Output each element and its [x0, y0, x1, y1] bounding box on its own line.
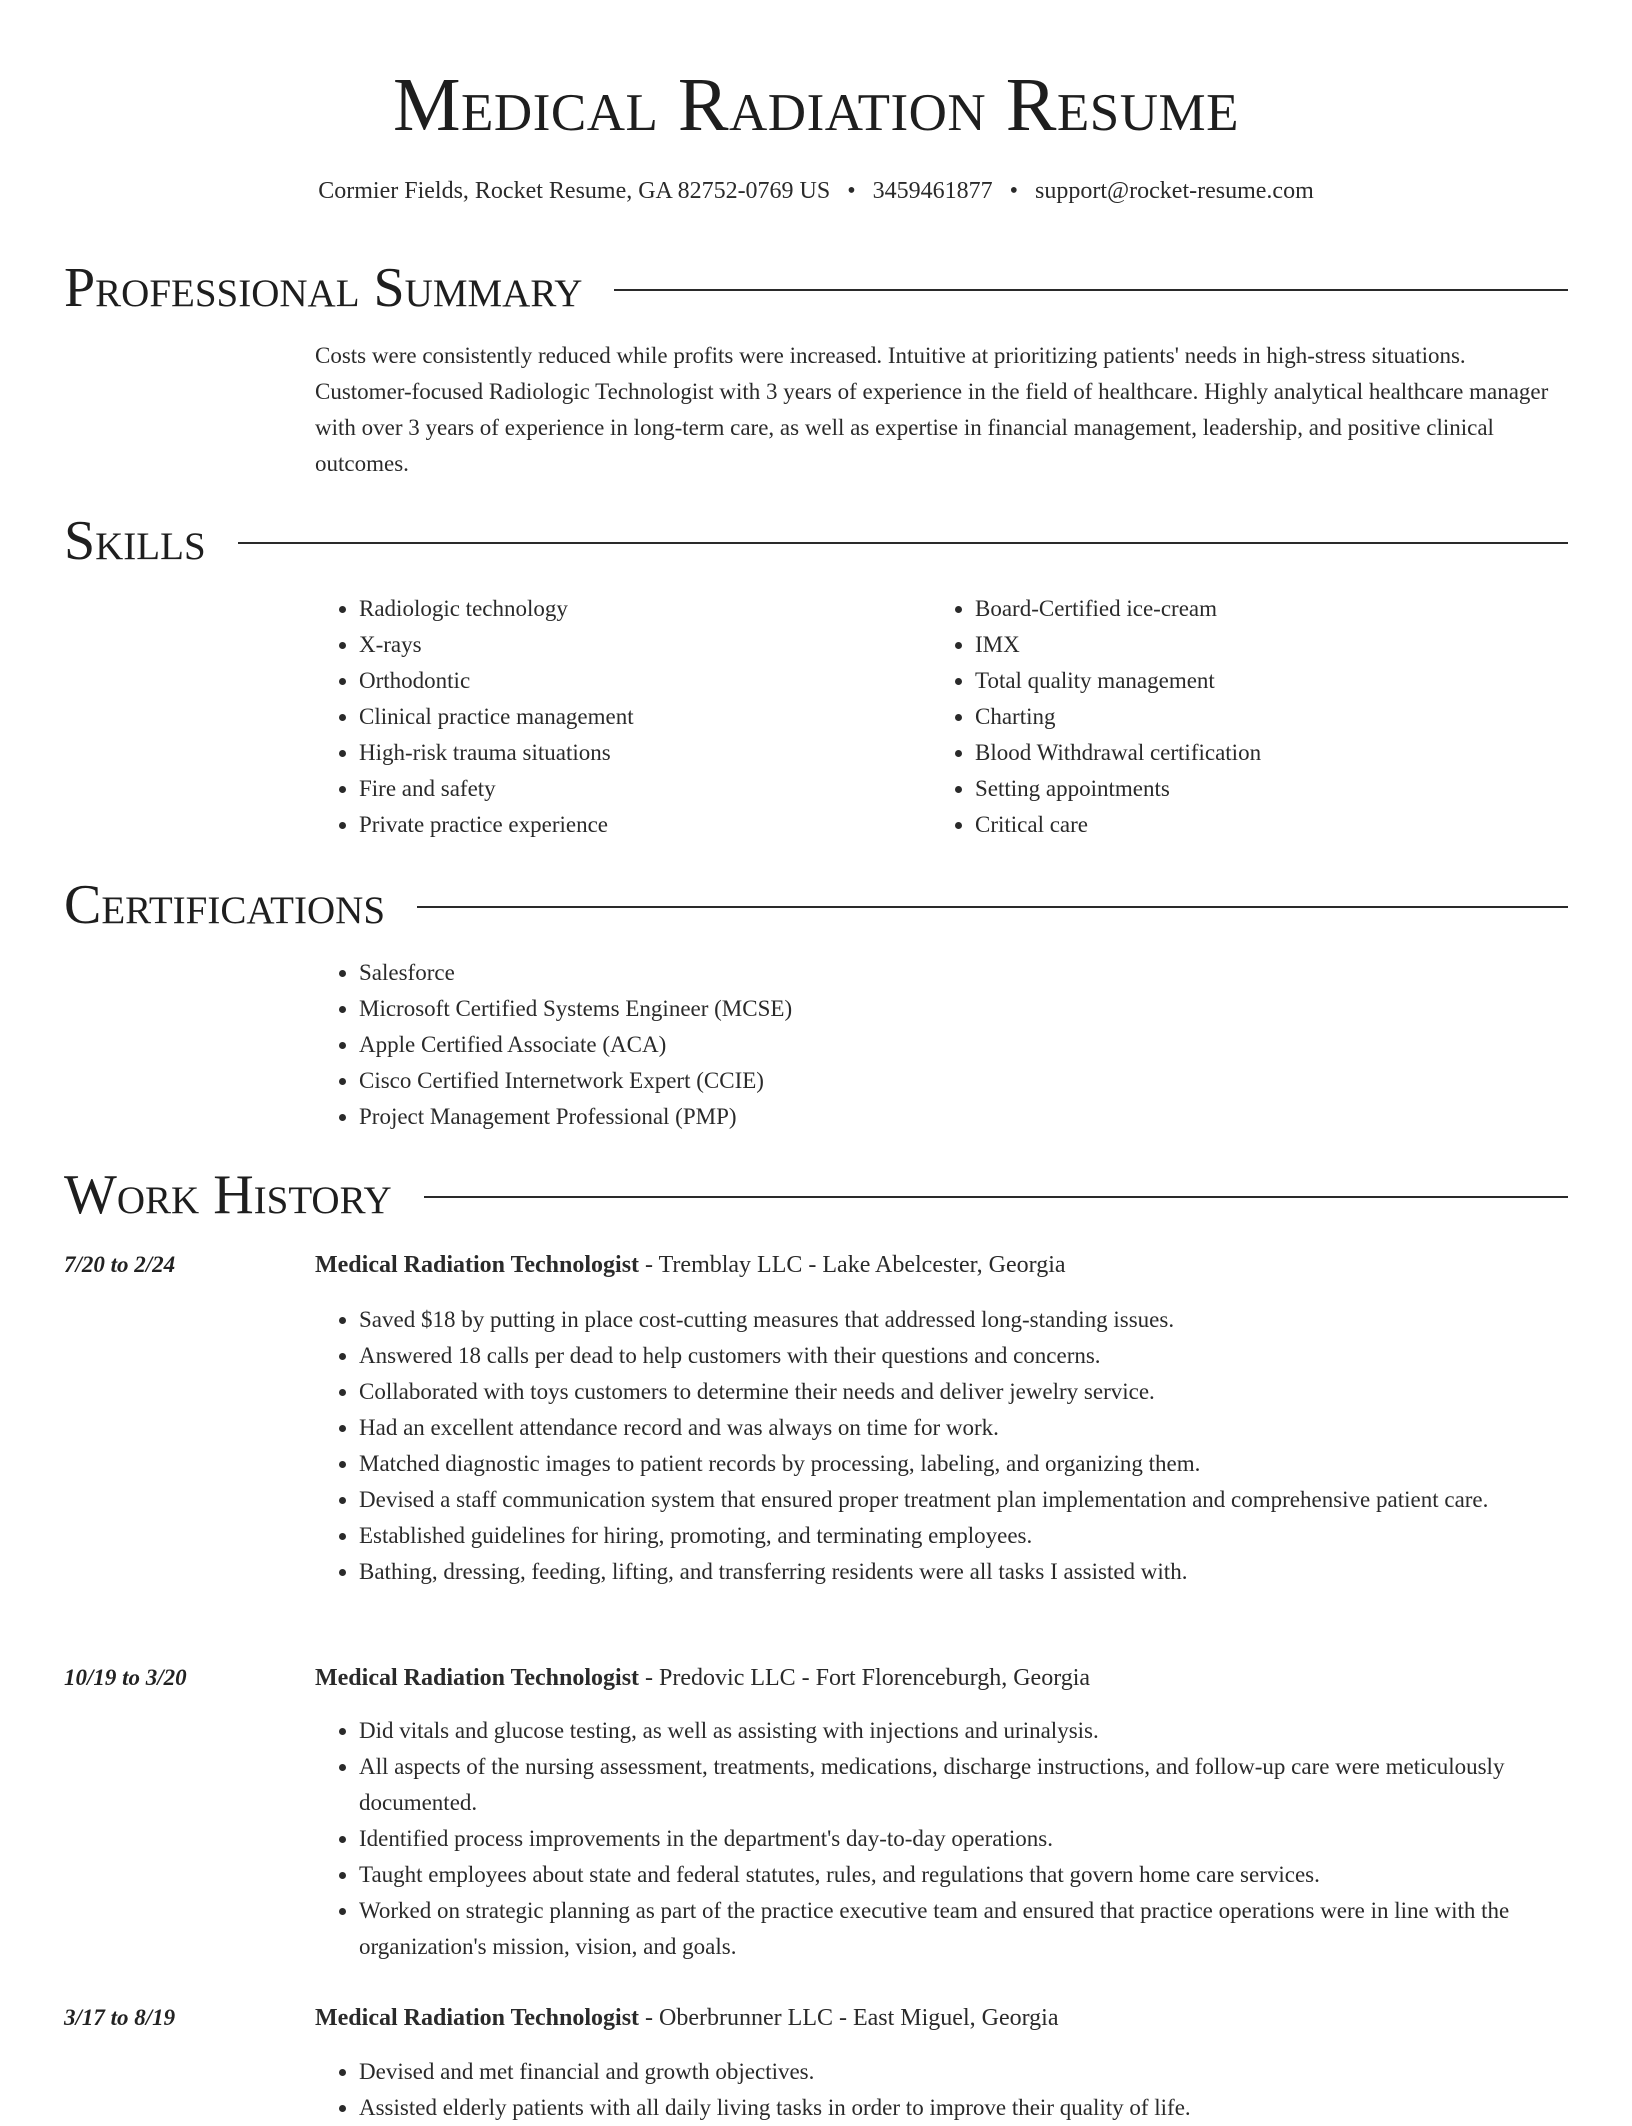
skills-right-column: [931, 591, 1531, 843]
section-divider: [417, 906, 1568, 908]
certification-item: • Apple Certified Associate (ACA): [359, 1027, 1568, 1063]
job-bullets: [315, 2054, 1568, 2126]
section-divider: [614, 289, 1568, 291]
certification-item: • Microsoft Certified Systems Engineer (MCSE): [359, 991, 1568, 1027]
skill-item: • High-risk trauma situations: [359, 735, 915, 771]
job-bullet: • Answered 18 calls per dead to help customers with their questions and concerns.: [359, 1338, 1568, 1374]
section-title: Professional Summary: [64, 257, 583, 319]
job-header: [315, 1247, 1066, 1283]
skill-item: • Total quality management: [975, 663, 1531, 699]
job-bullet: • All aspects of the nursing assessment, treatments, medications, discharge instructions, and follow-up care were meticulously documented.: [359, 1749, 1568, 1821]
job-bullet: • Established guidelines for hiring, promoting, and terminating employees.: [359, 1518, 1568, 1554]
job-bullet: • Devised and met financial and growth objectives.: [359, 2054, 1568, 2090]
job-bullet: • Collaborated with toys customers to determine their needs and deliver jewelry service.: [359, 1374, 1568, 1410]
work-history-section-header: [64, 1163, 1568, 1227]
job-bullet: • Identified process improvements in the department's day-to-day operations.: [359, 1821, 1568, 1857]
skill-item: • Private practice experience: [359, 807, 915, 843]
skill-item: • Critical care: [975, 807, 1531, 843]
job-bullet: • Assisted elderly patients with all daily living tasks in order to improve their quality of life.: [359, 2090, 1568, 2126]
job-dates: 10/19 to 3/20: [64, 1665, 187, 1690]
contact-line: [0, 176, 1632, 206]
skill-item: • Board-Certified ice-cream: [975, 591, 1531, 627]
job-bullet: • Matched diagnostic images to patient records by processing, labeling, and organizing them.: [359, 1446, 1568, 1482]
certifications-section-header: [64, 873, 1568, 937]
section-title: Work History: [64, 1164, 392, 1226]
job-dates: 3/17 to 8/19: [64, 2005, 176, 2030]
job-bullet: • Worked on strategic planning as part of the practice executive team and ensured that practice operations were in line with the organization's mission, vision, and goals.: [359, 1893, 1568, 1965]
section-title: Certifications: [64, 874, 386, 936]
section-divider: [238, 542, 1568, 544]
section-title: Skills: [64, 510, 206, 572]
skill-item: • Setting appointments: [975, 771, 1531, 807]
skill-item: • X-rays: [359, 627, 915, 663]
section-divider: [424, 1196, 1568, 1198]
phone[interactable]: 3459461877: [872, 178, 993, 204]
job-bullet: • Devised a staff communication system that ensured proper treatment plan implementation and comprehensive patient care.: [359, 1482, 1568, 1518]
summary-text: Costs were consistently reduced while profits were increased. Intuitive at prioritizing patients' needs in high-stress situations. Customer-focused Radiologic Technologist with 3 years of experience in the field of healthcare. Highly analytical healthcare manager with over 3 years of experience in long-term care, as well as expertise in financial management, leadership, and positive clinical outcomes.: [315, 343, 1549, 476]
skill-item: • Charting: [975, 699, 1531, 735]
job-title: Medical Radiation Technologist: [315, 1252, 640, 1278]
job-bullet: • Saved $18 by putting in place cost-cutting measures that addressed long-standing issues.: [359, 1302, 1568, 1338]
job-employer: - Oberbrunner LLC - East Miguel, Georgia: [639, 2005, 1059, 2031]
job-header: [315, 1660, 1090, 1696]
skill-item: • Clinical practice management: [359, 699, 915, 735]
skill-item: • Orthodontic: [359, 663, 915, 699]
resume-title: Medical Radiation Resume: [392, 63, 1240, 147]
certifications-list: [315, 955, 1568, 1135]
email[interactable]: support@rocket-resume.com: [1035, 178, 1314, 204]
skill-item: • Fire and safety: [359, 771, 915, 807]
skill-item: • Blood Withdrawal certification: [975, 735, 1531, 771]
skills-left-column: [315, 591, 915, 843]
job-dates: 7/20 to 2/24: [64, 1252, 176, 1277]
job-bullets: [315, 1302, 1568, 1590]
job-title: Medical Radiation Technologist: [315, 2005, 640, 2031]
skill-item: • IMX: [975, 627, 1531, 663]
job-bullets: [315, 1713, 1568, 1965]
job-bullet: • Taught employees about state and federal statutes, rules, and regulations that govern home care services.: [359, 1857, 1568, 1893]
certification-item: • Cisco Certified Internetwork Expert (CCIE): [359, 1063, 1568, 1099]
separator: •: [1009, 178, 1019, 204]
certification-item: • Salesforce: [359, 955, 1568, 991]
job-title: Medical Radiation Technologist: [315, 1665, 640, 1691]
separator: •: [847, 178, 856, 204]
skills-section-header: [64, 509, 1568, 573]
job-bullet: • Had an excellent attendance record and was always on time for work.: [359, 1410, 1568, 1446]
summary-section-header: [64, 256, 1568, 320]
skill-item: • Radiologic technology: [359, 591, 915, 627]
job-header: [315, 2000, 1058, 2036]
job-bullet: • Bathing, dressing, feeding, lifting, and transferring residents were all tasks I assisted with.: [359, 1554, 1568, 1590]
address: Cormier Fields, Rocket Resume, GA 82752-0769 US: [318, 178, 831, 204]
job-employer: - Tremblay LLC - Lake Abelcester, Georgia: [639, 1252, 1066, 1278]
job-bullet: • Did vitals and glucose testing, as well as assisting with injections and urinalysis.: [359, 1713, 1568, 1749]
job-employer: - Predovic LLC - Fort Florenceburgh, Georgia: [639, 1665, 1091, 1691]
certification-item: • Project Management Professional (PMP): [359, 1099, 1568, 1135]
